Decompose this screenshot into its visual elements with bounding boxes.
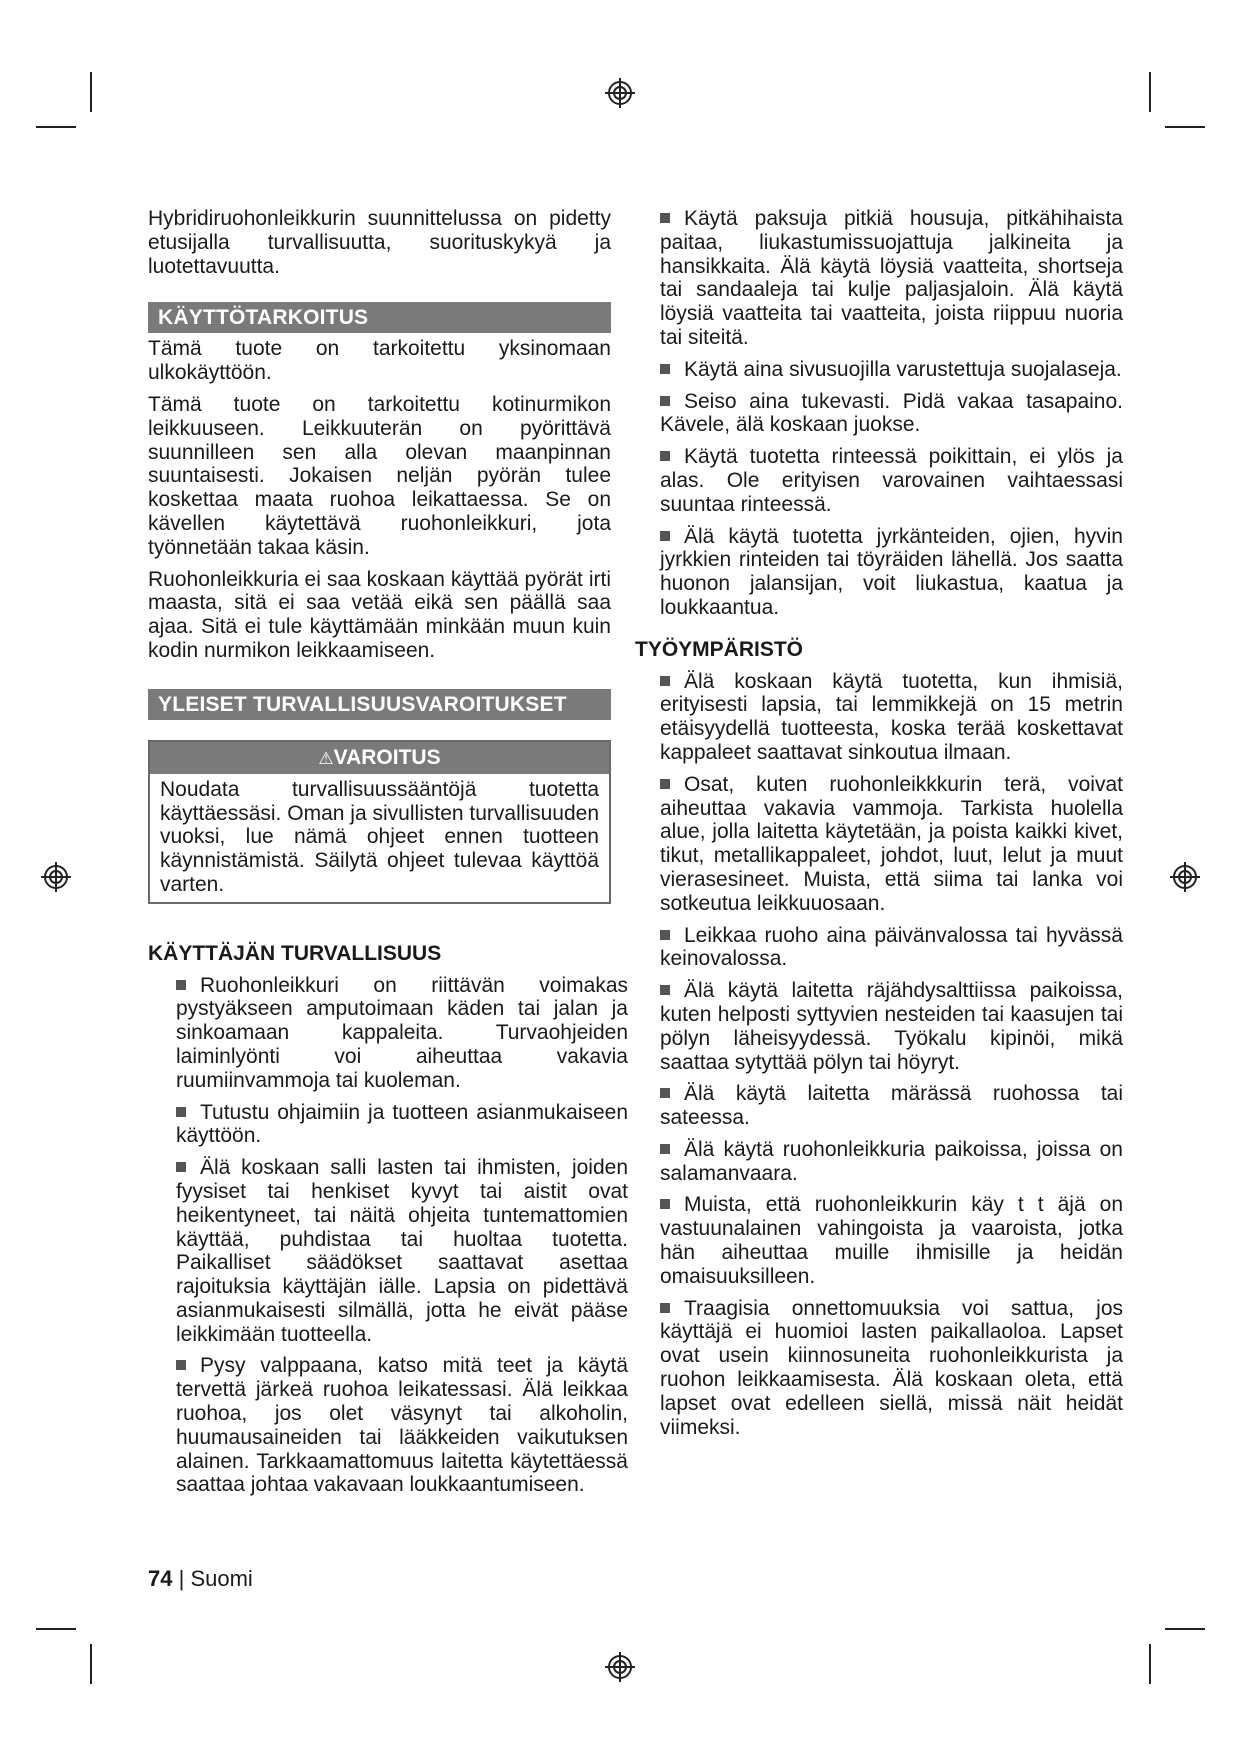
list-item: Älä käytä laitetta märässä ruohossa tai sateessa.: [660, 1082, 1123, 1130]
footer-separator: |: [178, 1566, 185, 1591]
work-area-list: [660, 670, 1123, 1440]
user-safety-list: [148, 974, 628, 1498]
crop-mark: [90, 72, 92, 112]
bullet-square-icon: [660, 930, 670, 940]
crop-mark: [1149, 1644, 1151, 1684]
list-item: Traagisia onnettomuuksia voi sattua, jos käyttäjä ei huomioi lasten paikallaoloa. Lapset ovat usein kiinnosuneita ruohonleikkurista ja ruohon leikkaamisesta. Älä koskaan oleta, että lapset ovat edelleen siellä, missä näit heidät viimeksi.: [660, 1296, 1123, 1439]
bullet-square-icon: [660, 451, 670, 461]
list-item: Leikkaa ruoho aina päivänvalossa tai hyvässä keinovalossa.: [660, 923, 1123, 971]
registration-mark-icon: [605, 78, 635, 108]
list-item: Tutustu ohjaimiin ja tuotteen asianmukaiseen käyttöön.: [176, 1100, 628, 1148]
bullet-square-icon: [176, 1107, 186, 1117]
bullet-square-icon: [660, 213, 670, 223]
warning-text: Noudata turvallisuussääntöjä tuotetta käyttäessäsi. Oman ja sivullisten turvallisuuden vuoksi, lue nämä ohjeet ennen tuotteen käynnistämistä. Säilytä ohjeet tulevaa käyttöä varten.: [160, 777, 599, 896]
bullet-square-icon: [176, 1162, 186, 1172]
registration-mark-icon: [41, 862, 71, 892]
warning-box: [148, 740, 611, 904]
warning-triangle-icon: ⚠: [318, 748, 334, 768]
clothing-safety-list: [660, 207, 1123, 620]
list-item: Älä käytä tuotetta jyrkänteiden, ojien, hyvin jyrkkien rinteiden tai töyräiden lähellä. Jos saatta huonon jalansijan, voit liukastua, kaatua ja loukkaantua.: [660, 524, 1123, 619]
bullet-square-icon: [660, 1088, 670, 1098]
intended-use-paragraph: Tämä tuote on tarkoitettu yksinomaan ulkokäyttöön.: [148, 337, 611, 385]
bullet-square-icon: [660, 364, 670, 374]
list-item: Ruohonleikkuri on riittävän voimakas pystyäkseen amputoimaan käden tai jalan ja sinkoamaan kappaleita. Turvaohjeiden laiminlyönti voi aiheuttaa vakavia ruumiinvammoja tai kuoleman.: [176, 973, 628, 1092]
bullet-square-icon: [660, 1303, 670, 1313]
bullet-square-icon: [660, 1199, 670, 1209]
bullet-square-icon: [660, 396, 670, 406]
list-item: Älä käytä ruohonleikkuria paikoissa, joissa on salamanvaara.: [660, 1137, 1123, 1185]
crop-mark: [1165, 1628, 1205, 1630]
crop-mark: [36, 1628, 76, 1630]
left-column: [148, 207, 628, 1505]
footer-language: Suomi: [190, 1566, 253, 1591]
user-safety-heading: KÄYTTÄJÄN TURVALLISUUS: [148, 941, 442, 965]
work-area-heading: TYÖYMPÄRISTÖ: [635, 637, 804, 661]
bullet-square-icon: [660, 676, 670, 686]
bullet-square-icon: [176, 980, 186, 990]
bullet-square-icon: [660, 531, 670, 541]
bullet-square-icon: [660, 779, 670, 789]
intended-use-paragraph: Tämä tuote on tarkoitettu kotinurmikon leikkuuseen. Leikkuuterän on pyörittävä suunnilleen sen alla olevan maanpinnan suuntaisesti. Jokaisen neljän pyörän tulee koskettaa maata ruohoa leikattaessa. Se on kävellen käytettävä ruohonleikkuri, jota työnnetään takaa käsin.: [148, 392, 611, 559]
bullet-square-icon: [660, 985, 670, 995]
list-item: Älä koskaan salli lasten tai ihmisten, joiden fyysiset tai henkiset kyvyt tai aistit ovat heikentyneet, tai näitä ohjeita tuntemattomien käyttää, puhdistaa tai huoltaa tuotetta. Paikalliset säädökset saattavat asettaa rajoituksia käyttäjän iälle. Lapsia on pidettävä asianmukaisesti silmällä, jotta he eivät pääse leikkimään tuotteella.: [176, 1156, 628, 1346]
page-number: 74: [148, 1566, 173, 1591]
right-column: [635, 207, 1123, 1447]
page-footer: [148, 1566, 253, 1592]
registration-mark-icon: [605, 1652, 635, 1682]
list-item: Pysy valppaana, katso mitä teet ja käytä tervettä järkeä ruohoa leikatessasi. Älä leikkaa ruohoa, jos olet väsynyt tai alkoholin, huumausaineiden tai lääkkeiden vaikutuksen alainen. Tarkkaamattomuus laitetta käytettäessä saattaa johtaa vakavaan loukkaantumiseen.: [176, 1354, 628, 1497]
list-item: Käytä paksuja pitkiä housuja, pitkähihaista paitaa, liukastumissuojattuja jalkineita ja hansikkaita. Älä käytä löysiä vaatteita, shortseja tai sandaaleja tai kulje paljasjaloin. Älä käytä löysiä vaatteita tai vaatteita, joista riippuu nuoria tai siteitä.: [660, 207, 1123, 349]
list-item: Käytä aina sivusuojilla varustettuja suojalaseja.: [660, 358, 1123, 382]
crop-mark: [90, 1644, 92, 1684]
intro-paragraph: Hybridiruohonleikkurin suunnittelussa on pidetty etusijalla turvallisuutta, suorituskykyä ja luotettavuutta.: [148, 207, 611, 278]
crop-mark: [1149, 72, 1151, 112]
section-heading-intended-use: KÄYTTÖTARKOITUS: [148, 302, 611, 333]
crop-mark: [1165, 126, 1205, 128]
intended-use-paragraph: Ruohonleikkuria ei saa koskaan käyttää pyörät irti maasta, sitä ei saa vetää eikä sen päällä saa ajaa. Sitä ei tule käyttämään minkään muun kuin kodin nurmikon leikkaamiseen.: [148, 567, 611, 662]
section-heading-general-safety: YLEISET TURVALLISUUSVAROITUKSET: [148, 689, 611, 720]
bullet-square-icon: [176, 1360, 186, 1370]
registration-mark-icon: [1170, 862, 1200, 892]
crop-mark: [36, 126, 76, 128]
warning-heading: ⚠VAROITUS: [150, 742, 609, 774]
list-item: Älä käytä laitetta räjähdysalttiissa paikoissa, kuten helposti syttyvien nesteiden tai kaasujen tai pölyn läheisyydessä. Työkalu kipinöi, mikä saattaa sytyttää pölyn tai höyryt.: [660, 979, 1123, 1074]
bullet-square-icon: [660, 1144, 670, 1154]
list-item: Käytä tuotetta rinteessä poikittain, ei ylös ja alas. Ole erityisen varovainen vaihtaessasi suuntaa rinteessä.: [660, 445, 1123, 516]
list-item: Älä koskaan käytä tuotetta, kun ihmisiä, erityisesti lapsia, tai lemmikkejä on 15 metrin etäisyydellä tuotteesta, koska terää koskettavat kappaleet saattavat sinkoutua ilmaan.: [660, 669, 1123, 764]
list-item: Seiso aina tukevasti. Pidä vakaa tasapaino. Kävele, älä koskaan juokse.: [660, 389, 1123, 437]
list-item: Muista, että ruohonleikkurin käy t t äjä on vastuunalainen vahingoista ja vaaroista, jotka hän aiheuttaa muille ihmisille ja heidän omaisuuksilleen.: [660, 1193, 1123, 1288]
list-item: Osat, kuten ruohonleikkkurin terä, voivat aiheuttaa vakavia vammoja. Tarkista huolella alue, jolla laitetta käytetään, ja poista kaikki kivet, tikut, metallikappaleet, johdot, luut, lelut ja muut vierasesineet. Muista, että siima tai lanka voi sotkeutua leikkuuosaan.: [660, 772, 1123, 915]
